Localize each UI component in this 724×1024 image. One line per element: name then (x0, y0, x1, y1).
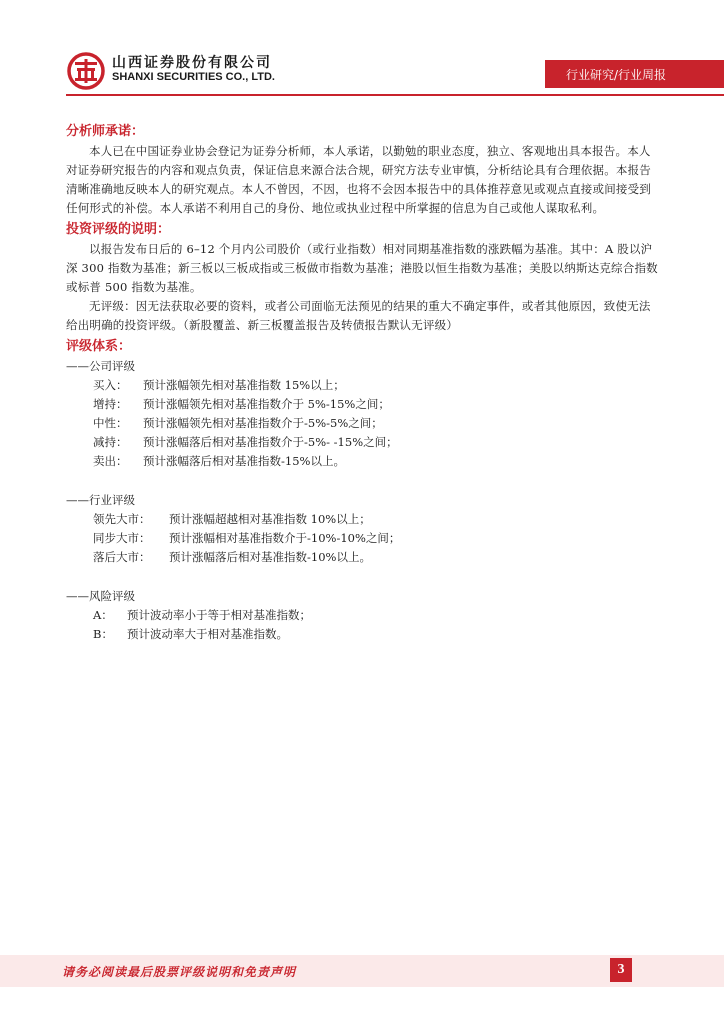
rating-row (66, 414, 660, 433)
rating-label: 同步大市： (93, 531, 151, 545)
rating-description: 预计涨幅相对基准指数介于-10%-10%之间； (169, 531, 401, 545)
rating-row (66, 510, 660, 529)
rating-row (66, 433, 660, 452)
section-spacer (66, 471, 660, 491)
rating-description: 预计涨幅领先相对基准指数介于-5%-5%之间； (143, 416, 383, 430)
rating-description: 预计涨幅落后相对基准指数-15%以上。 (143, 454, 345, 468)
header-divider (66, 94, 724, 96)
rating-row (66, 452, 660, 471)
rating-description: 预计涨幅超越相对基准指数 10%以上； (169, 512, 371, 526)
rating-label: 买入： (93, 378, 128, 392)
rating-label: 中性： (93, 416, 128, 430)
rating-description: 预计涨幅领先相对基准指数 15%以上； (143, 378, 345, 392)
rating-label: 减持： (93, 435, 128, 449)
analyst-commitment-heading: 分析师承诺： (66, 124, 145, 139)
rating-benchmark-paragraph: 以报告发布日后的 6–12 个月内公司股价（或行业指数）相对同期基准指数的涨跌幅为基准。其中：A 股以沪深 300 指数为基准；新三板以三板成指或三板做市指数为基准；港股以恒生指数为基准；美股以纳斯达克综合指数或标普 500 指数为基准。 (66, 242, 658, 294)
disclaimer-notice: 请务必阅读最后股票评级说明和免责声明 (62, 965, 297, 979)
company-name-en: SHANXI SECURITIES CO., LTD. (112, 71, 275, 83)
rating-label: B： (93, 627, 113, 641)
industry-rating-title: ——行业评级 (66, 493, 135, 507)
company-rating-list (66, 357, 660, 471)
rating-description: 预计涨幅领先相对基准指数介于 5%-15%之间； (143, 397, 390, 411)
rating-label: 落后大市： (93, 550, 151, 564)
company-rating-title: ——公司评级 (66, 359, 135, 373)
rating-row (66, 625, 660, 644)
rating-row (66, 529, 660, 548)
analyst-commitment-body: 本人已在中国证券业协会登记为证券分析师，本人承诺，以勤勉的职业态度，独立、客观地出具本报告。本人对证券研究报告的内容和观点负责，保证信息来源合法合规，研究方法专业审慎，分析结论具有合理依据。本报告清晰准确地反映本人的研究观点。本人不曾因，不因，也将不会因本报告中的具体推荐意见或观点直接或间接受到任何形式的补偿。本人承诺不利用自己的身份、地位或执业过程中所掌握的信息为自己或他人谋取私利。 (66, 144, 651, 215)
rating-description: 预计涨幅落后相对基准指数-10%以上。 (169, 550, 371, 564)
rating-explanation-heading: 投资评级的说明： (66, 222, 171, 237)
rating-description: 预计涨幅落后相对基准指数介于-5%- -15%之间； (143, 435, 398, 449)
shanxi-securities-logo-icon (66, 51, 106, 91)
industry-rating-list (66, 491, 660, 567)
rating-label: A： (93, 608, 113, 622)
rating-row (66, 548, 660, 567)
rating-description: 预计波动率大于相对基准指数。 (127, 627, 288, 641)
company-name-cn: 山西证券股份有限公司 (112, 55, 272, 71)
page-header (0, 0, 724, 110)
rating-description: 预计波动率小于等于相对基准指数； (127, 608, 311, 622)
rating-row (66, 376, 660, 395)
risk-rating-list (66, 587, 660, 644)
rating-row (66, 606, 660, 625)
page-content (66, 120, 660, 644)
rating-system-heading: 评级体系： (66, 339, 132, 354)
rating-label: 领先大市： (93, 512, 151, 526)
risk-rating-title: ——风险评级 (66, 589, 135, 603)
rating-label: 卖出： (93, 454, 128, 468)
rating-row (66, 395, 660, 414)
no-rating-paragraph: 无评级：因无法获取必要的资料，或者公司面临无法预见的结果的重大不确定事件，或者其他原因，致使无法给出明确的投资评级。（新股覆盖、新三板覆盖报告及转债报告默认无评级） (66, 299, 651, 332)
section-spacer (66, 567, 660, 587)
report-type-tag: 行业研究/行业周报 (565, 68, 666, 82)
page-number: 3 (610, 958, 632, 982)
rating-label: 增持： (93, 397, 128, 411)
